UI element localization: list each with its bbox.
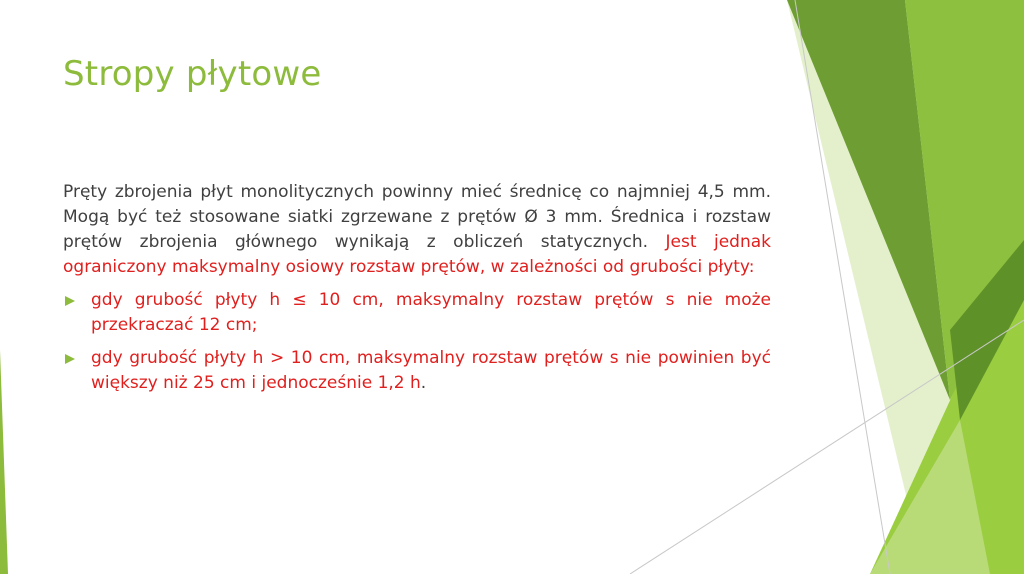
bullet-text: gdy grubość płyty h > 10 cm, maksymalny rozstaw prętów s nie powinien być większy niż 25 cm i jednocześnie 1,2 h <box>91 348 771 393</box>
bullet-arrow-icon <box>65 354 75 364</box>
bullet-item <box>63 346 771 396</box>
slide-body <box>63 180 771 404</box>
bullet-arrow-icon <box>65 296 75 306</box>
intro-paragraph <box>63 180 771 280</box>
bullet-tail: . <box>420 373 427 393</box>
bullet-item <box>63 288 771 338</box>
intro-text: Pręty zbrojenia płyt monolitycznych powinny mieć średnicę co najmniej 4,5 mm. Mogą być też stosowane siatki zgrzewane z prętów Ø 3 mm. Średnica i rozstaw prętów zbrojenia głównego wynikają z obliczeń statycznych. <box>63 182 771 252</box>
bullet-list <box>63 288 771 396</box>
intro-highlight-text: Jest jednak ograniczony maksymalny osiowy rozstaw prętów, w zależności od grubości płyty: <box>63 232 771 277</box>
deco-left-sliver <box>0 350 8 574</box>
bullet-text: gdy grubość płyty h ≤ 10 cm, maksymalny rozstaw prętów s nie może przekraczać 12 cm; <box>91 290 771 335</box>
slide-title: Stropy płytowe <box>63 54 322 94</box>
